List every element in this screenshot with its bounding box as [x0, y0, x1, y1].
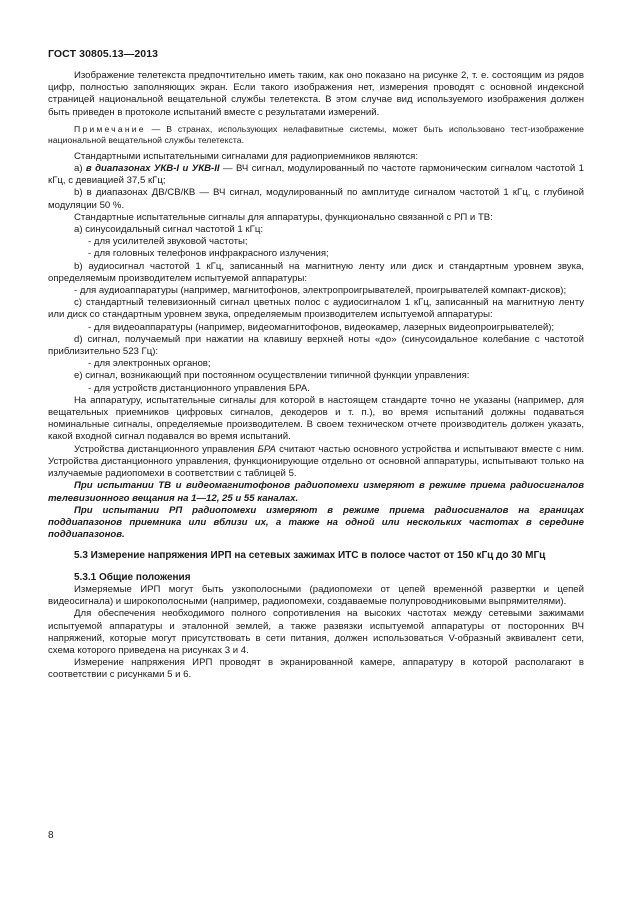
- list-item-a-radio: [48, 163, 584, 187]
- standard-header: ГОСТ 30805.13—2013: [48, 48, 159, 60]
- list-item-c-tv-signal: с) стандартный телевизионный сигнал цветных полос с аудиосигналом 1 кГц, записанный на магнитную ленту или диск со стандартным уровнем звука, определяемым производителем испытуемой аппаратуры:: [48, 297, 584, 321]
- list-item-a-emphasis: в диапазонах УКВ-I и УКВ-II: [85, 163, 220, 175]
- paragraph-tv-channels: При испытании ТВ и видеомагнитофонов радиопомехи измеряют в режиме приема радиосигналов телевизионного вещания на 1—12, 25 и 55 каналах.: [48, 480, 584, 504]
- section-heading-5-3-1: 5.3.1 Общие положения: [74, 571, 191, 583]
- list-item-b-radio: b) в диапазонах ДВ/СВ/КВ — ВЧ сигнал, модулированный по амплитуде сигналом частотой 1 кГц, с глубиной модуляции 50 %.: [48, 187, 584, 211]
- sub-item-video-equipment: - для видеоаппаратуры (например, видеомагнитофонов, видеокамер, лазерных видеопроигрывателей);: [88, 321, 555, 333]
- sub-item-remote-control: - для устройств дистанционного управления БРА.: [88, 382, 310, 394]
- paragraph-remote-control-a: Устройства дистанционного управления: [74, 443, 258, 455]
- paragraph-remote-control: [48, 444, 584, 481]
- list-item-a-sine: а) синусоидальный сигнал частотой 1 кГц:: [74, 224, 263, 236]
- paragraph-rp-subbands: При испытании РП радиопомехи измеряют в режиме приема радиосигналов на границах поддиапазонов приемника или вблизи их, а также на одной или нескольких частотах в середине поддиапазонов.: [48, 504, 584, 541]
- list-item-b-audio: b) аудиосигнал частотой 1 кГц, записанный на магнитную ленту или диск и стандартным уровнем звука, определяемым производителем испытуемой аппаратуры:: [48, 260, 584, 284]
- list-item-a-text: — ВЧ сигнал, модулированный по частоте гармоническим сигналом частотой 1 кГц, с девиацией 37,5 кГц;: [48, 163, 584, 187]
- paragraph-equipment-signals: Стандартные испытательные сигналы для аппаратуры, функционально связанной с РП и ТВ:: [74, 211, 493, 223]
- note-text: — В странах, использующих нелафавитные системы, может быть использовано тест-изображение национальной вещательной службы телетекста.: [48, 123, 584, 145]
- document-body: [48, 70, 584, 682]
- paragraph-shielded-room: Измерение напряжения ИРП проводят в экранированной камере, аппаратуру в которой располагают в соответствии с рисунками 5 и 6.: [48, 657, 584, 681]
- list-item-d-note-c: d) сигнал, получаемый при нажатии на клавишу верхней ноты «до» (синусоидальное колебание с частотой приблизительно 523 Гц):: [48, 333, 584, 358]
- paragraph-teletext: Изображение телетекста предпочтительно иметь таким, как оно показано на рисунке 2, т. е. состоящим из рядов цифр, полностью заполняющих экран. Если такого изображения нет, измерения проводят с основной индексной страницей национальной вещательной службы телетекста. В этом случае вид используемого изображения должен быть приведен в протоколе испытаний вместе с результатами измерений.: [48, 70, 584, 118]
- section-heading-5-3: 5.3 Измерение напряжения ИРП на сетевых зажимах ИТС в полосе частот от 150 кГц до 30 МГц: [74, 550, 546, 562]
- paragraph-nominal-signals: На аппаратуру, испытательные сигналы для которой в настоящем стандарте точно не указаны (например, для вещательных приемников цифровых сигналов, декодеров и т. п.), во время испытаний должны подаваться номинальные сигналы, определяемые производителем. В своем техническом отчете производитель должен указать, какой входной сигнал подавался во время испытаний.: [48, 394, 584, 443]
- note-label: Примечание: [74, 123, 146, 134]
- paragraph-v-network: Для обеспечения необходимого полного сопротивления на высоких частотах между сетевыми зажимами испытуемой аппаратуры и эталонной землей, а также развязки испытуемой аппаратуры от посторонних ВЧ напряжений, которые могут присутствовать в сети питания, должен использоваться V-образный эквивалент сети, схема которого приведена на рисунках 3 и 4.: [48, 608, 584, 657]
- paragraph-remote-control-b: считают частью основного устройства и испытывают вместе с ним. Устройства дистанционного управления, функционирующие отдельно от основной аппаратуры, испытывают только на излучаемые радиопомехи в соответствии с таблицей 5.: [48, 443, 584, 480]
- paragraph-radio-signals: Стандартными испытательными сигналами для радиоприемников являются:: [74, 150, 419, 162]
- sub-item-electronic-organs: - для электронных органов;: [88, 358, 211, 370]
- paragraph-narrowband: Измеряемые ИРП могут быть узкополосными (радиопомехи от цепей временнóй развертки и цепей видеосигнала) и широкополосными (например, радиопомехи, создаваемые полупроводниковыми выпрямителями).: [48, 584, 584, 608]
- note: [48, 124, 584, 146]
- paragraph-remote-control-em: БРА: [257, 443, 276, 455]
- list-item-e-control: е) сигнал, возникающий при постоянном осуществлении типичной функции управления:: [74, 370, 470, 382]
- page-number: 8: [48, 830, 54, 841]
- list-item-a-prefix: а): [74, 163, 86, 175]
- sub-item-audio-equipment: - для аудиоаппаратуры (например, магнитофонов, электропроигрывателей, проигрывателей компакт-дисков);: [74, 285, 567, 297]
- sub-item-audio-amplifiers: - для усилителей звуковой частоты;: [88, 236, 248, 248]
- sub-item-ir-headphones: - для головных телефонов инфракрасного излучения;: [88, 248, 329, 260]
